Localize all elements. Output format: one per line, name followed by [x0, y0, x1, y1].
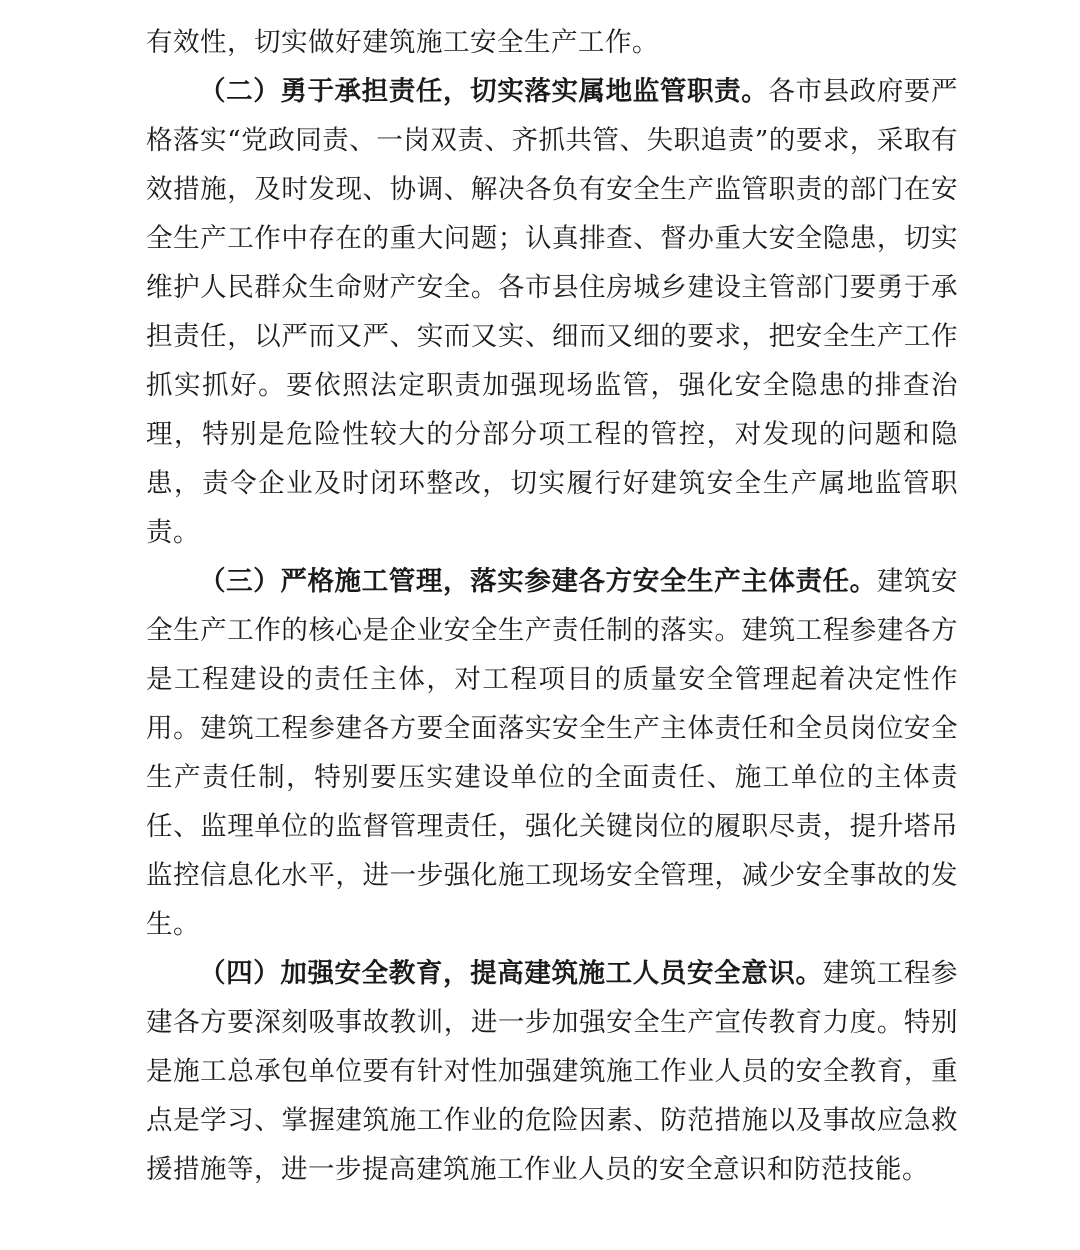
section-2-body: 各市县政府要严格落实“党政同责、一岗双责、齐抓共管、失职追责”的要求，采取有效措施，及时发现、协调、解决各负有安全生产监管职责的部门在安全生产工作中存在的重大问题；认真排查、督办重大安全隐患，切实维护人民群众生命财产安全。各市县住房城乡建设主管部门要勇于承担责任，以严而又严、实而又实、细而又细的要求，把安全生产工作抓实抓好。要依照法定职责加强现场监管，强化安全隐患的排查治理，特别是危险性较大的分部分项工程的管控，对发现的问题和隐患，责令企业及时闭环整改，切实履行好建筑安全生产属地监管职责。	[146, 76, 959, 548]
section-3-paragraph	[146, 557, 958, 949]
section-4-paragraph	[146, 949, 958, 1194]
intro-paragraph-tail: 有效性，切实做好建筑施工安全生产工作。	[146, 27, 659, 58]
document-page	[146, 0, 958, 1194]
section-4-body: 建筑工程参建各方要深刻吸事故教训，进一步加强安全生产宣传教育力度。特别是施工总承包单位要有针对性加强建筑施工作业人员的安全教育，重点是学习、掌握建筑施工作业的危险因素、防范措施以及事故应急救援措施等，进一步提高建筑施工作业人员的安全意识和防范技能。	[146, 958, 959, 1185]
section-3-heading: （三）严格施工管理，落实参建各方安全生产主体责任。	[199, 566, 877, 597]
section-2-paragraph	[146, 67, 958, 557]
section-3-body: 建筑安全生产工作的核心是企业安全生产责任制的落实。建筑工程参建各方是工程建设的责任主体，对工程项目的质量安全管理起着决定性作用。建筑工程参建各方要全面落实安全生产主体责任和全员岗位安全生产责任制，特别要压实建设单位的全面责任、施工单位的主体责任、监理单位的监督管理责任，强化关键岗位的履职尽责，提升塔吊监控信息化水平，进一步强化施工现场安全管理，减少安全事故的发生。	[146, 566, 959, 940]
section-2-heading: （二）勇于承担责任，切实落实属地监管职责。	[199, 76, 769, 107]
section-4-heading: （四）加强安全教育，提高建筑施工人员安全意识。	[199, 958, 823, 989]
